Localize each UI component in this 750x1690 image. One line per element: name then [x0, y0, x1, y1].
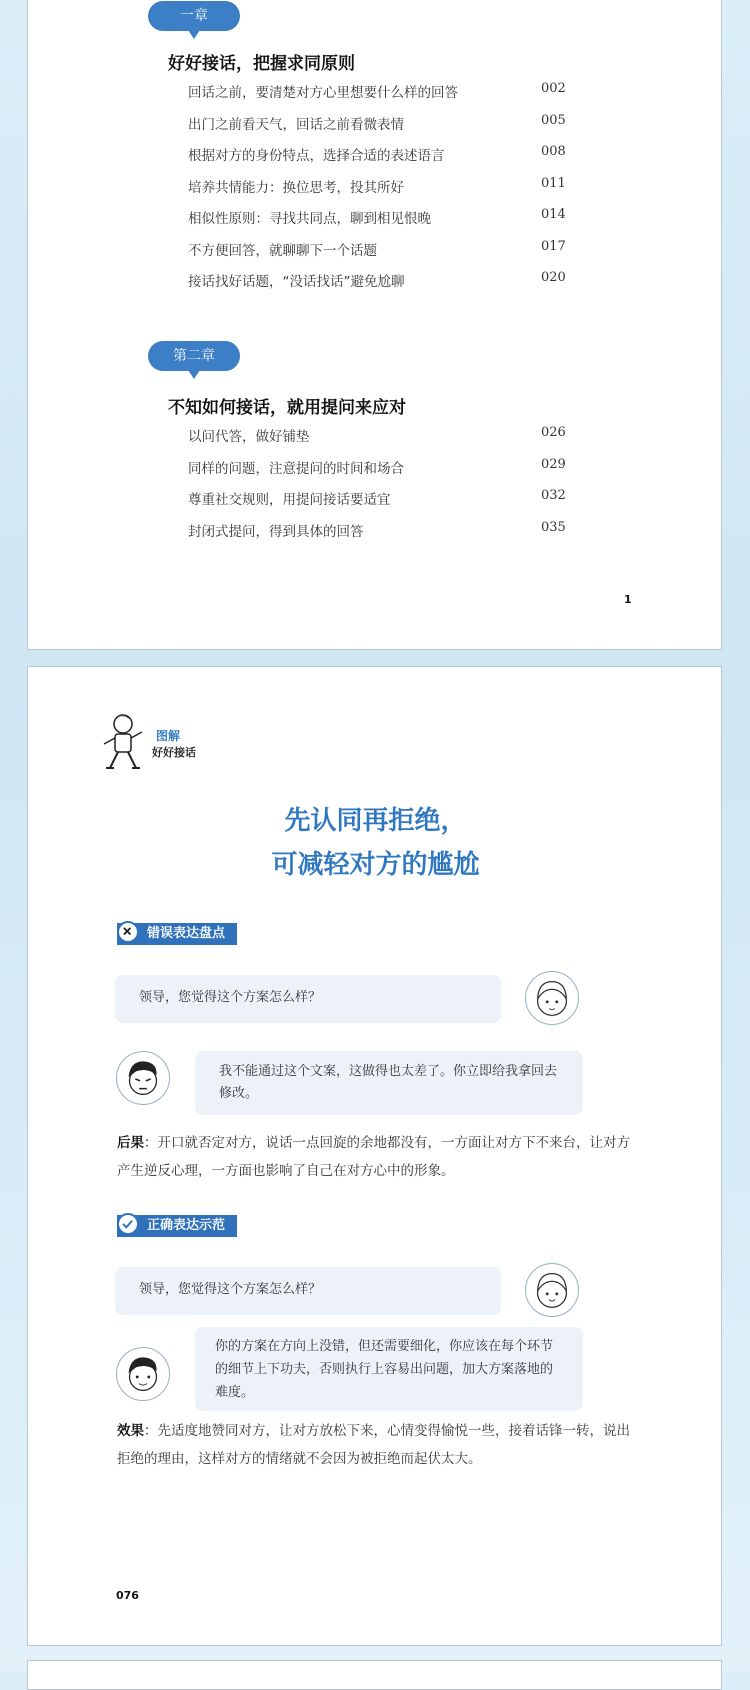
section-label-text: 错误表达盘点	[147, 926, 226, 941]
question-bubble: 领导，您觉得这个方案怎么样？	[115, 1267, 501, 1315]
toc-list	[188, 81, 608, 302]
toc-item-title: 回话之前，要清楚对方心里想要什么样的回答	[188, 85, 458, 101]
page-number: 1	[624, 593, 632, 606]
effect-text	[117, 1417, 637, 1473]
employee-avatar-icon	[525, 1263, 579, 1317]
toc-item-title: 以问代答，做好铺垫	[188, 429, 310, 445]
chapter-badge: 第二章	[148, 341, 240, 371]
toc-item[interactable]	[188, 488, 608, 520]
toc-item-page: 017	[541, 238, 566, 254]
logo-title: 图解	[156, 729, 181, 743]
toc-item[interactable]	[188, 144, 608, 176]
toc-item-page: 020	[541, 270, 566, 285]
toc-page	[27, 0, 722, 650]
toc-item[interactable]	[188, 520, 608, 552]
consequence-text	[117, 1129, 637, 1185]
consequence-label: 后果	[117, 1135, 144, 1151]
answer-bubble: 我不能通过这个文案，这做得也太差了。你立即给我拿回去修改。	[195, 1051, 583, 1115]
chapter-title: 好好接话，把握求同原则	[168, 54, 355, 74]
toc-item-page: 032	[541, 488, 566, 503]
toc-item[interactable]	[188, 457, 608, 489]
toc-item-page: 011	[541, 175, 566, 191]
right-section-label	[117, 1215, 237, 1237]
page-title	[28, 799, 723, 887]
toc-item-page: 005	[541, 112, 566, 128]
toc-item-title: 同样的问题，注意提问的时间和场合	[188, 460, 404, 477]
toc-item[interactable]	[188, 239, 608, 271]
toc-item[interactable]	[188, 176, 608, 208]
page-title-line: 可减轻对方的尴尬	[271, 850, 480, 880]
toc-item-title: 根据对方的身份特点，选择合适的表述语言	[188, 148, 445, 164]
toc-item-title: 封闭式提问，得到具体的回答	[188, 523, 364, 540]
toc-item-page: 014	[541, 207, 566, 222]
wrong-section-label	[117, 923, 237, 945]
effect-body: ：先适度地赞同对方，让对方放松下来，心情变得愉悦一些，接着话锋一转，说出拒绝的理由，这样对方的情绪就不会因为被拒绝而起伏太大。	[117, 1423, 630, 1467]
cartoon-man-icon	[96, 712, 146, 770]
toc-item-page: 002	[541, 81, 566, 96]
logo-subtitle: 好好接话	[152, 746, 196, 759]
toc-item-title: 培养共情能力：换位思考，投其所好	[188, 179, 404, 196]
content-page	[27, 666, 722, 1646]
toc-item-title: 相似性原则：寻找共同点，聊到相见恨晚	[188, 211, 431, 227]
boss-avatar-icon	[116, 1347, 170, 1401]
toc-item[interactable]	[188, 81, 608, 113]
toc-item-page: 029	[541, 456, 566, 472]
chapter-badge: 一章	[148, 1, 240, 31]
cross-icon	[117, 921, 139, 943]
toc-item[interactable]	[188, 113, 608, 145]
employee-avatar-icon	[525, 971, 579, 1025]
toc-item-title: 出门之前看天气，回话之前看微表情	[188, 116, 404, 133]
toc-item[interactable]	[188, 425, 608, 457]
check-icon	[117, 1213, 139, 1235]
answer-bubble: 你的方案在方向上没错，但还需要细化，你应该在每个环节的细节上下功夫，否则执行上容易出问题，加大方案落地的难度。	[195, 1327, 583, 1411]
page-title-line: 先认同再拒绝，	[284, 806, 467, 836]
question-bubble: 领导，您觉得这个方案怎么样？	[115, 975, 501, 1023]
toc-item[interactable]	[188, 207, 608, 239]
boss-avatar-icon	[116, 1051, 170, 1105]
toc-item[interactable]	[188, 270, 608, 302]
toc-list	[188, 425, 608, 551]
consequence-body: ：开口就否定对方，说话一点回旋的余地都没有，一方面让对方下不来台，让对方产生逆反心理，一方面也影响了自己在对方心中的形象。	[117, 1135, 630, 1179]
chapter-title: 不知如何接话，就用提问来应对	[168, 398, 406, 418]
next-page-edge	[27, 1660, 722, 1690]
toc-item-title: 接话找好话题，“没话找话”避免尬聊	[188, 274, 405, 290]
page-number: 076	[116, 1589, 139, 1602]
toc-item-page: 035	[541, 519, 566, 535]
toc-item-page: 026	[541, 425, 566, 440]
toc-item-page: 008	[541, 144, 566, 159]
toc-item-title: 不方便回答，就聊聊下一个话题	[188, 242, 377, 259]
effect-label: 效果	[117, 1423, 144, 1439]
toc-item-title: 尊重社交规则，用提问接话要适宜	[188, 492, 391, 508]
section-label-text: 正确表达示范	[147, 1218, 226, 1233]
